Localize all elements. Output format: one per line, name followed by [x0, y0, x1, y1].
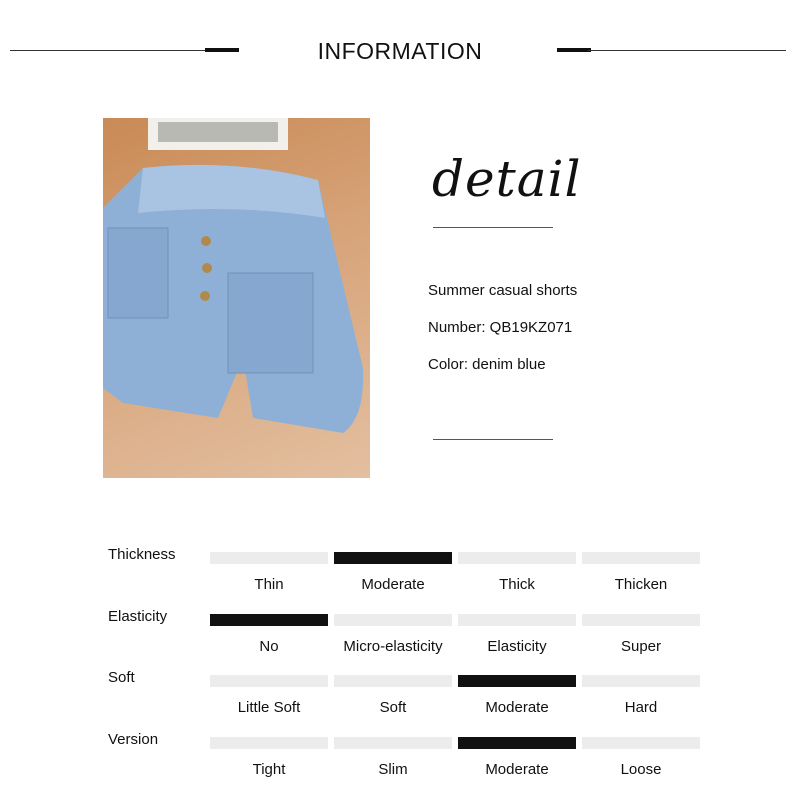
rating-option: Super: [620, 638, 662, 655]
rating-label: Version: [108, 731, 159, 748]
rating-bar-segment: [334, 552, 452, 564]
product-number: Number: QB19KZ071: [428, 319, 573, 336]
rating-bar-segment: [458, 614, 576, 626]
rating-option: Thick: [499, 576, 535, 593]
rating-option: Elasticity: [487, 638, 547, 655]
rating-bar-segment: [334, 737, 452, 749]
product-name: Summer casual shorts: [428, 282, 578, 299]
rating-bar-segment: [582, 675, 700, 687]
rating-option: Slim: [378, 761, 408, 778]
rating-bar-segment: [582, 614, 700, 626]
rating-bar-segment: [210, 675, 328, 687]
rating-bar-segment: [458, 552, 576, 564]
rating-bar-segment: [210, 737, 328, 749]
rating-bar-segment: [458, 737, 576, 749]
rating-label: Thickness: [108, 546, 176, 563]
rating-option: Micro-elasticity: [343, 638, 443, 655]
rating-option: Moderate: [485, 699, 549, 716]
product-color: Color: denim blue: [428, 356, 546, 373]
detail-bottom-line: [433, 439, 553, 440]
section-title: INFORMATION: [317, 38, 483, 64]
rating-bar-segment: [210, 552, 328, 564]
rating-label: Elasticity: [108, 608, 168, 625]
rating-bar-segment: [210, 614, 328, 626]
rating-option: Little Soft: [237, 699, 301, 716]
rating-bar-segment: [582, 737, 700, 749]
rating-option: Soft: [379, 699, 407, 716]
rating-option: Moderate: [485, 761, 549, 778]
rating-label: Soft: [108, 669, 135, 686]
rating-option: No: [259, 638, 279, 655]
rating-bar-segment: [582, 552, 700, 564]
rating-option: Thicken: [614, 576, 668, 593]
rating-option: Hard: [624, 699, 658, 716]
rating-bar-segment: [334, 675, 452, 687]
rating-bar-segment: [458, 675, 576, 687]
detail-heading: detail: [432, 150, 582, 208]
rating-option: Tight: [252, 761, 286, 778]
rating-option: Moderate: [361, 576, 425, 593]
product-photo: [103, 118, 370, 478]
detail-underline: [433, 227, 553, 228]
rating-option: Thin: [254, 576, 284, 593]
rating-option: Loose: [620, 761, 662, 778]
rating-bar-segment: [334, 614, 452, 626]
